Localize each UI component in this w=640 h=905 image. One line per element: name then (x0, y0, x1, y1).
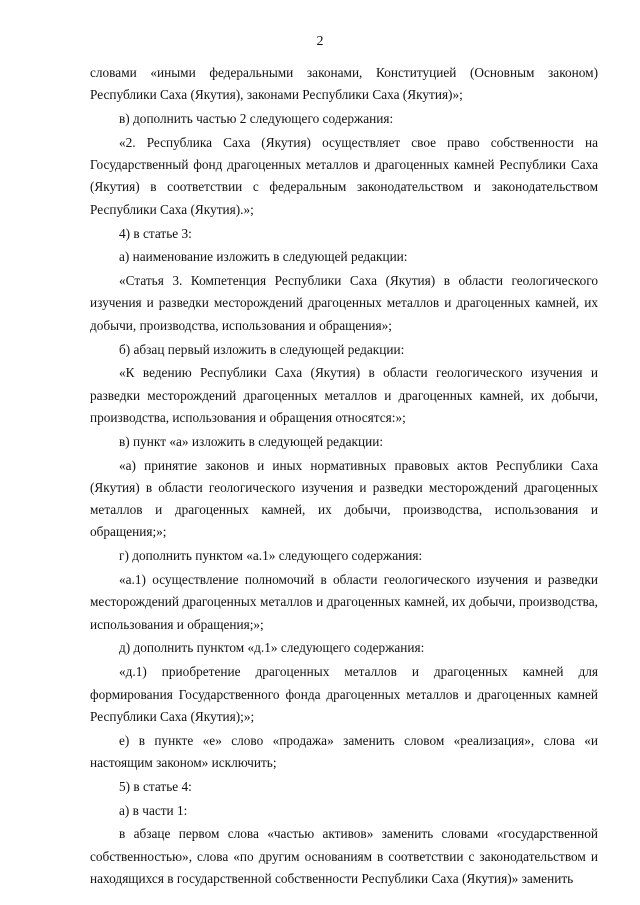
paragraph: «а.1) осуществление полномочий в области геологического изучения и разведки месторождений драгоценных металлов и драгоценных камней, их добычи, производства, использования и обращения;»; (90, 572, 598, 632)
document-body (90, 62, 598, 892)
paragraph: б) абзац первый изложить в следующей редакции: (119, 341, 405, 357)
paragraph: г) дополнить пунктом «а.1» следующего содержания: (119, 548, 423, 564)
paragraph: «а) принятие законов и иных нормативных правовых актов Республики Саха (Якутия) в области геологического изучения и разведки месторождений драгоценных металлов и драгоценных камней, их добычи, производства, использования и обращения;»; (90, 457, 598, 540)
paragraph: а) в части 1: (119, 802, 188, 818)
paragraph: а) наименование изложить в следующей редакции: (119, 249, 408, 265)
paragraph: «2. Республика Саха (Якутия) осуществляет свое право собственности на Государственный фонд драгоценных металлов и драгоценных камней Республики Саха (Якутия) в соответствии с федеральным законодательством и законодательством Республики Саха (Якутия).»; (90, 134, 598, 217)
paragraph: «К ведению Республики Саха (Якутия) в области геологического изучения и разведки месторождений драгоценных металлов и драгоценных камней, их добычи, производства, использования и обращения относятся:»; (90, 365, 598, 425)
paragraph: «Статья 3. Компетенция Республики Саха (Якутия) в области геологического изучения и разведки месторождений драгоценных металлов и драгоценных камней, их добычи, производства, использования и обращения»; (90, 273, 598, 333)
paragraph: в абзаце первом слова «частью активов» заменить словами «государственной собственностью», слова «по другим основаниям в соответствии с законодательством и находящихся в государственной собственности Республики Саха (Якутия)» заменить (90, 826, 598, 886)
paragraph: «д.1) приобретение драгоценных металлов и драгоценных камней для формирования Государственного фонда драгоценных металлов и драгоценных камней Республики Саха (Якутия);»; (90, 664, 598, 724)
paragraph: е) в пункте «е» слово «продажа» заменить словом «реализация», слова «и настоящим законом» исключить; (90, 732, 598, 770)
page-number: 2 (316, 34, 324, 49)
paragraph: в) дополнить частью 2 следующего содержания: (119, 111, 394, 127)
paragraph: 4) в статье 3: (119, 225, 192, 241)
paragraph: 5) в статье 4: (119, 778, 192, 794)
paragraph: словами «иными федеральными законами, Конституцией (Основным законом) Республики Саха (Якутия), законами Республики Саха (Якутия)»; (90, 65, 598, 103)
paragraph: в) пункт «а» изложить в следующей редакции: (119, 433, 384, 449)
paragraph: д) дополнить пунктом «д.1» следующего содержания: (119, 640, 425, 656)
